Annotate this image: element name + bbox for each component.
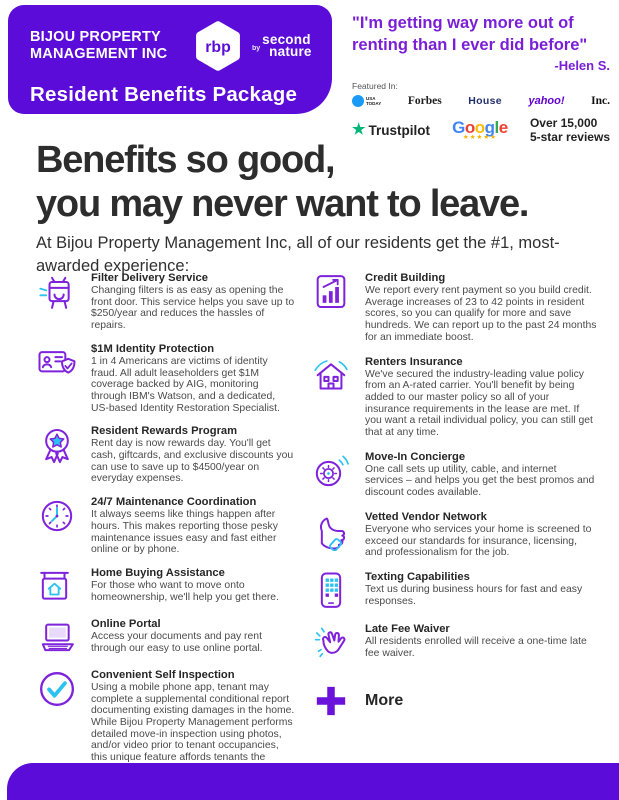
company-name: BIJOU PROPERTY MANAGEMENT INC — [30, 29, 168, 62]
headline-line2: you may never want to leave. — [36, 183, 529, 225]
reviews-line2: 5-star reviews — [529, 130, 610, 144]
inc-logo: Inc. — [591, 95, 610, 107]
quote-line1: "I'm getting way more out of — [352, 14, 574, 32]
google-stars-icon: ★★★★★ — [462, 133, 498, 141]
plus-icon — [308, 681, 354, 721]
benefit-desc: It always seems like things happen after hours. This makes reporting those pesky maintenance issues easy and fast either online or by phone. — [91, 509, 278, 556]
benefit-title: Resident Rewards Program — [91, 425, 238, 438]
benefit-item-resident-rewards — [34, 425, 306, 485]
benefit-title: Texting Capabilities — [365, 570, 470, 583]
testimonial-block — [352, 12, 610, 144]
benefit-desc: For those who want to move onto homeownership, we'll help you get there. — [91, 579, 279, 603]
brand-line1: second — [262, 31, 311, 47]
by-word: by — [252, 45, 261, 52]
benefits-section — [34, 272, 608, 799]
waving-hand-icon — [308, 623, 354, 663]
benefit-title: Renters Insurance — [365, 355, 463, 368]
benefit-item-online-portal — [34, 618, 306, 658]
testimonial-quote — [352, 12, 610, 56]
benefit-title: Filter Delivery Service — [91, 272, 208, 284]
benefit-desc: 1 in 4 Americans are victims of identity fraud. All adult leaseholders get $1M coverage backed by AIG, monitoring through IBM's Watson, and a dedicated, US-based Identity Restoration Specialist. — [91, 355, 280, 414]
benefits-column-right — [308, 272, 608, 799]
featured-in-label: Featured In: — [352, 81, 398, 91]
trustpilot-star-icon: ★ — [352, 121, 366, 138]
benefit-title: Home Buying Assistance — [91, 566, 225, 579]
laptop-icon — [34, 618, 80, 658]
rbp-logo-icon — [190, 18, 246, 74]
benefit-item-move-in-concierge — [308, 451, 608, 499]
trustpilot-logo — [352, 123, 430, 138]
house-logo: House — [468, 95, 502, 107]
header-top — [30, 18, 318, 74]
benefit-title: Move-In Concierge — [365, 450, 466, 463]
house-sign-icon — [34, 567, 80, 607]
google-logo: Google — [452, 117, 508, 137]
usa-today-logo — [352, 95, 381, 107]
rewards-medal-icon — [34, 425, 80, 485]
benefit-desc: All residents enrolled will receive a one-time late fee waiver. — [365, 635, 587, 659]
benefit-title: Late Fee Waiver — [365, 622, 450, 635]
filter-delivery-icon — [34, 272, 80, 332]
benefit-item-maintenance — [34, 496, 306, 556]
benefit-title: Credit Building — [365, 272, 446, 284]
benefit-title: Vetted Vendor Network — [365, 510, 487, 523]
benefit-desc: Changing filters is as easy as opening the front door. This service helps you save up to $250/year and reduces the hassles of repairs. — [91, 285, 295, 332]
brand-line2: nature — [269, 44, 312, 59]
concierge-dial-icon — [308, 451, 354, 499]
footer-bar — [7, 763, 619, 800]
press-logos-row — [352, 95, 610, 107]
second-nature-logo — [252, 31, 312, 59]
headline-line1: Benefits so good, — [36, 139, 335, 181]
benefit-item-late-fee — [308, 623, 608, 663]
identity-protection-icon — [34, 343, 80, 415]
benefit-item-home-buying — [34, 567, 306, 607]
page-subheadline: At Bijou Property Management Inc, all of our residents get the #1, most-awarded experience: — [36, 234, 560, 275]
thumbs-up-icon — [308, 511, 354, 559]
benefit-item-filter-delivery — [34, 272, 306, 332]
benefit-desc: We report every rent payment so you build credit. Average increases of 23 to 42 points in resident scores, so you can qualify for more and save hundreds. We can report up to the past 24 months for an immediate boost. — [365, 285, 597, 343]
more-label: More — [365, 691, 404, 709]
benefit-title: Online Portal — [91, 617, 161, 630]
benefit-desc: Rent day is now rewards day. You'll get cash, giftcards, and exclusive discounts you can use to save up to $4500/year on everyday expenses. — [91, 438, 294, 485]
usa-today-line1: USA — [366, 96, 376, 101]
benefit-title: Convenient Self Inspection — [91, 668, 235, 681]
usa-today-line2: TODAY — [366, 101, 382, 106]
benefit-desc: Access your documents and pay rent through our easy to use online portal. — [91, 630, 263, 654]
benefit-desc: Everyone who services your home is screened to exceed our standards for insurance, licensing, and professionalism for the job. — [365, 523, 592, 559]
quote-attribution: -Helen S. — [554, 58, 610, 73]
benefit-item-vetted-vendor — [308, 511, 608, 559]
benefit-title: 24/7 Maintenance Coordination — [91, 496, 257, 509]
benefits-column-left — [34, 272, 306, 799]
benefit-desc: Using a mobile phone app, tenant may complete a supplemental conditional report documenting existing damages in the home. While Bijou Property Management performs detailed move-in inspection using photos, and/or video prior to tenant occupancies, this unique feature affords tenants the — [91, 681, 295, 764]
benefit-item-credit-building — [308, 272, 608, 344]
benefit-item-renters-insurance — [308, 356, 608, 439]
package-title: Resident Benefits Package — [30, 83, 298, 106]
benefit-item-texting — [308, 571, 608, 611]
clock-icon — [34, 496, 80, 556]
header-card — [8, 5, 332, 114]
credit-chart-icon — [308, 272, 354, 344]
benefit-item-identity-protection — [34, 343, 306, 415]
yahoo-logo: yahoo! — [528, 95, 565, 107]
trustpilot-label: Trustpilot — [368, 122, 430, 138]
reviews-line1: Over 15,000 — [529, 116, 598, 130]
benefit-title: $1M Identity Protection — [91, 342, 215, 355]
forbes-logo: Forbes — [407, 95, 442, 107]
quote-line2: renting than I ever did before" — [352, 36, 588, 54]
page-headline — [36, 138, 596, 226]
benefit-desc: Text us during business hours for fast and easy responses. — [365, 583, 583, 607]
benefit-desc: We've secured the industry-leading value policy from an A-rated carrier. You'll benefit by being added to our master policy so all of your insurance requirements in the lease are met. If you want a retail individual policy, you can still get that at any time. — [365, 368, 593, 439]
texting-phone-icon — [308, 571, 354, 611]
more-row — [308, 681, 608, 721]
insured-house-icon — [308, 356, 354, 439]
usa-today-circle-icon — [352, 95, 364, 107]
benefit-desc: One call sets up utility, cable, and internet services – and helps you get the best promos and discount codes available. — [365, 463, 595, 499]
svg-text:rbp: rbp — [205, 39, 231, 57]
